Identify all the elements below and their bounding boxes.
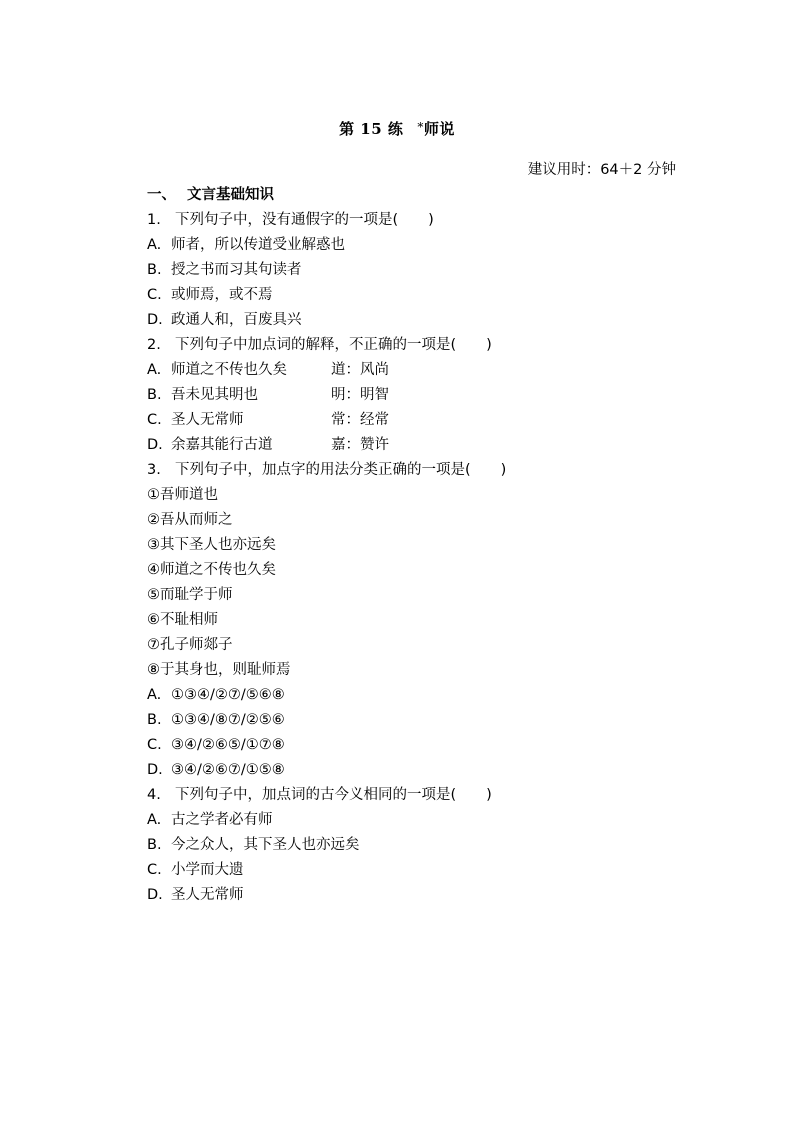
lesson-topic: 师说 — [423, 120, 455, 138]
question-text: 下列句子中，没有通假字的一项是( — [175, 212, 399, 228]
question-3-sentence: ⑧于其身也，则耻师焉 — [147, 662, 291, 678]
option-gloss: 明：明智 — [331, 387, 389, 403]
question-number: 2. — [147, 337, 161, 353]
question-3-stem: 3. 下列句子中，加点字的用法分类正确的一项是( ) — [147, 458, 687, 483]
suggested-time: 建议用时：64＋2 分钟 — [527, 162, 676, 178]
question-2-option-b[interactable]: B. 吾未见其明也 明：明智 — [147, 387, 389, 403]
question-number: 1. — [147, 212, 161, 228]
question-3-sentence: ⑥不耻相师 — [147, 612, 218, 628]
question-3-sentence: ⑦孔子师郯子 — [147, 637, 233, 653]
question-3-sentence: ⑤而耻学于师 — [147, 587, 233, 603]
question-4-option-a[interactable]: A. 古之学者必有师 — [147, 812, 273, 828]
exercise-number: 第 15 练 — [339, 120, 404, 138]
question-text: 下列句子中加点词的解释，不正确的一项是( — [175, 337, 457, 353]
section-heading — [147, 183, 687, 208]
section-label: 文言基础知识 — [187, 187, 274, 203]
question-1-option-b[interactable]: B. 授之书而习其句读者 — [147, 262, 302, 278]
question-text: 下列句子中，加点字的用法分类正确的一项是( — [175, 462, 471, 478]
question-1-option-d[interactable]: D. 政通人和，百废具兴 — [147, 312, 302, 328]
question-2-stem: 2. 下列句子中加点词的解释，不正确的一项是( ) — [147, 333, 687, 358]
question-2-option-a[interactable]: A. 师道之不传也久矣 道：风尚 — [147, 362, 389, 378]
question-1-option-a[interactable]: A. 师者，所以传道受业解惑也 — [147, 237, 345, 253]
question-4-stem: 4. 下列句子中，加点词的古今义相同的一项是( ) — [147, 783, 687, 808]
option-gloss: 常：经常 — [331, 412, 389, 428]
question-4-option-b[interactable]: B. 今之众人，其下圣人也亦远矣 — [147, 837, 360, 853]
question-3-sentence: ①吾师道也 — [147, 487, 218, 503]
question-text: 下列句子中，加点词的古今义相同的一项是( — [175, 787, 457, 803]
question-number: 4. — [147, 787, 161, 803]
star-mark: * — [417, 120, 424, 134]
question-2-option-c[interactable]: C. 圣人无常师 常：经常 — [147, 412, 389, 428]
question-3-sentence: ②吾从而师之 — [147, 512, 233, 528]
question-2-option-d[interactable]: D. 余嘉其能行古道 嘉：赞许 — [147, 437, 389, 453]
exercise-content — [147, 183, 687, 908]
question-3-option-c[interactable]: C. ③④/②⑥⑤/①⑦⑧ — [147, 737, 285, 753]
question-3-option-b[interactable]: B. ①③④/⑧⑦/②⑤⑥ — [147, 712, 285, 728]
question-3-option-d[interactable]: D. ③④/②⑥⑦/①⑤⑧ — [147, 762, 285, 778]
question-3-option-a[interactable]: A. ①③④/②⑦/⑤⑥⑧ — [147, 687, 285, 703]
question-4-option-d[interactable]: D. 圣人无常师 — [147, 887, 244, 903]
option-gloss: 嘉：赞许 — [331, 437, 389, 453]
question-3-sentence: ④师道之不传也久矣 — [147, 562, 276, 578]
question-4-option-c[interactable]: C. 小学而大遗 — [147, 862, 244, 878]
section-number: 一、 — [147, 187, 176, 203]
option-gloss: 道：风尚 — [331, 362, 389, 378]
question-number: 3. — [147, 462, 161, 478]
question-1-option-c[interactable]: C. 或师焉，或不焉 — [147, 287, 273, 303]
page-title — [0, 118, 794, 139]
question-3-sentence: ③其下圣人也亦远矣 — [147, 537, 276, 553]
question-1-stem: 1. 下列句子中，没有通假字的一项是( ) — [147, 208, 687, 233]
